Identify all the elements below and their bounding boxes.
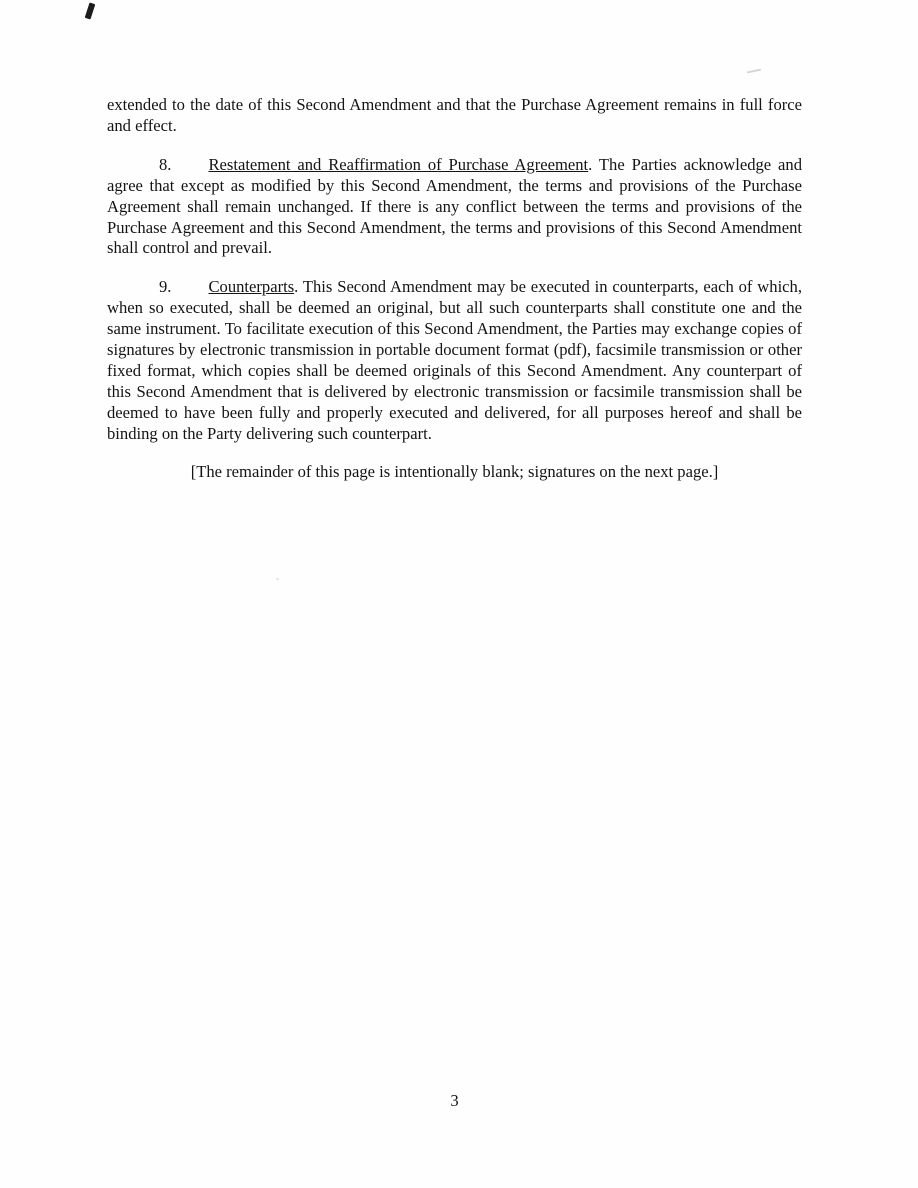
section-9-text: . This Second Amendment may be executed in counterparts, each of which, when so executed, shall be deemed an original, but all such counterparts shall constitute one and the same instrument. To facilitate execution of this Second Amendment, the Parties may exchange copies of signatures by electronic transmission in portable document format (pdf), facsimile transmission or other fixed format, which copies shall be deemed originals of this Second Amendment. Any counterpart of this Second Amendment that is delivered by electronic transmission or facsimile transmission shall be deemed to have been fully and properly executed and delivered, for all purposes hereof and shall be binding on the Party delivering such counterpart. — [107, 277, 802, 443]
scan-artifact-speck — [276, 578, 279, 580]
section-8-heading: Restatement and Reaffirmation of Purchase Agreement — [208, 154, 589, 174]
section-9-paragraph — [107, 277, 802, 444]
page-number: 3 — [450, 1091, 459, 1110]
intentionally-blank-notice: [The remainder of this page is intentionally blank; signatures on the next page.] — [190, 461, 719, 481]
scan-artifact-mark — [85, 2, 96, 19]
paragraph-continuation: extended to the date of this Second Amendment and that the Purchase Agreement remains in full force and effect. — [107, 95, 802, 135]
section-8-paragraph — [107, 155, 802, 260]
scan-artifact-mark — [747, 69, 761, 74]
section-8-text: . The Parties acknowledge and agree that except as modified by this Second Amendment, the terms and provisions of the Purchase Agreement shall remain unchanged. If there is any conflict between the terms and provisions of the Purchase Agreement and this Second Amendment, the terms and provisions of this Second Amendment shall control and prevail. — [107, 154, 802, 258]
section-9-number: 9. — [159, 277, 172, 297]
section-8-number: 8. — [159, 154, 172, 174]
document-body — [107, 95, 802, 483]
section-9-heading: Counterparts — [208, 277, 295, 297]
